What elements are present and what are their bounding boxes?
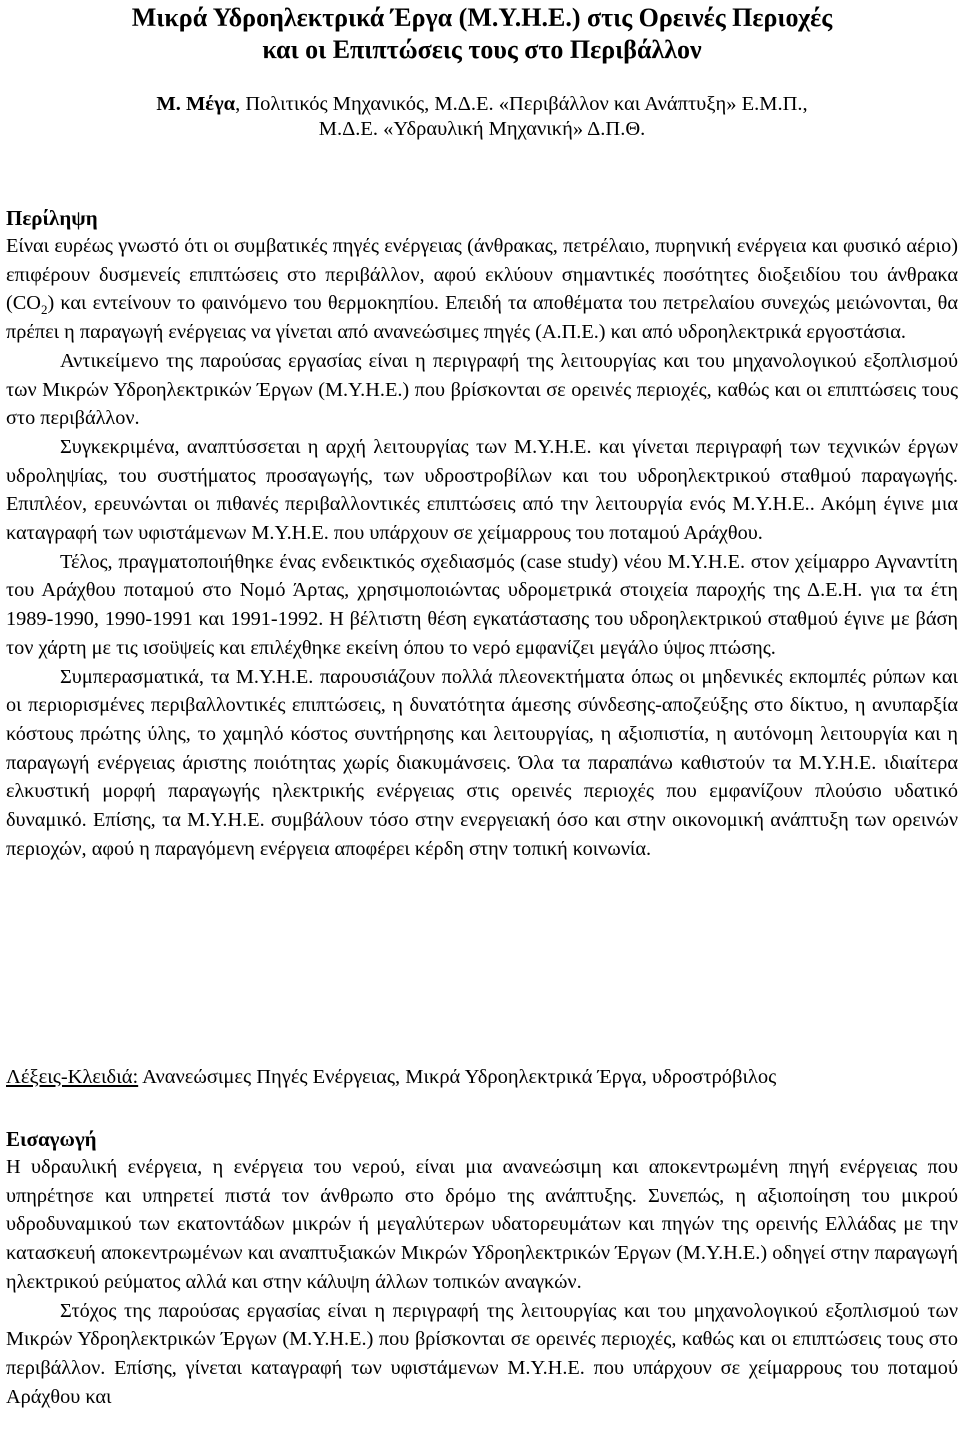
co2-subscript: 2 (40, 302, 48, 318)
title-line-1: Μικρά Υδροηλεκτρικά Έργα (Μ.Υ.Η.Ε.) στις Ορεινές Περιοχές (131, 3, 833, 32)
abstract-paragraph-2: Αντικείμενο της παρούσας εργασίας είναι η περιγραφή της λειτουργίας και του μηχανολογικού εξοπλισμού των Μικρών Υδροηλεκτρικών Έργων (Μ.Υ.Η.Ε.) που βρίσκονται σε ορεινές περιοχές, καθώς και οι επιπτώσεις τους στο περιβάλλον. (6, 349, 958, 430)
author-affiliation-2: Μ.Δ.Ε. «Υδραυλική Μηχανική» Δ.Π.Θ. (318, 118, 646, 140)
author-name: Μ. Μέγα (156, 93, 236, 115)
title-line-2: και οι Επιπτώσεις τους στο Περιβάλλον (262, 35, 702, 64)
abstract-p1-text-cont: ) και εντείνουν το φαινόμενο του θερμοκηπίου. Επειδή τα αποθέματα του πετρελαίου συνεχώς μειώνονται, θα πρέπει η παραγωγή ενέργειας να γίνεται από ανανεώσιμες πηγές (Α.Π.Ε.) και από υδροηλεκτρικά εργοστάσια. (6, 292, 958, 344)
abstract-body (6, 232, 958, 863)
introduction-heading: Εισαγωγή (6, 1127, 97, 1151)
keywords-label: Λέξεις-Κλειδιά: (6, 1066, 139, 1088)
intro-paragraph-2: Στόχος της παρούσας εργασίας είναι η περιγραφή της λειτουργίας και του μηχανολογικού εξοπλισμού των Μικρών Υδροηλεκτρικών Έργων (Μ.Υ.Η.Ε.) που βρίσκονται σε ορεινές περιοχές, καθώς και οι επιπτώσεις τους στο περιβάλλον. Επίσης, γίνεται καταγραφή των υφιστάμενων Μ.Υ.Η.Ε. που υπάρχουν σε χείμαρρους του ποταμού Αράχθου και (6, 1299, 958, 1408)
abstract-paragraph-3: Συγκεκριμένα, αναπτύσσεται η αρχή λειτουργίας των Μ.Υ.Η.Ε. και γίνεται περιγραφή των τεχνικών έργων υδροληψίας, του συστήματος προσαγωγής, των υδροστροβίλων και του υδροηλεκτρικού σταθμού παραγωγής. Επιπλέον, ερευνώνται οι πιθανές περιβαλλοντικές επιπτώσεις από την λειτουργία ενός Μ.Υ.Η.Ε.. Ακόμη έγινε μια καταγραφή των υφιστάμενων Μ.Υ.Η.Ε. που υπάρχουν σε χείμαρρους του ποταμού Αράχθου. (6, 435, 958, 545)
abstract-paragraph-5: Συμπερασματικά, τα Μ.Υ.Η.Ε. παρουσιάζουν πολλά πλεονεκτήματα όπως οι μηδενικές εκπομπές ρύπων και οι περιορισμένες περιβαλλοντικές επιπτώσεις, η δυνατότητα άμεσης σύνδεσης-αποζεύξης στο δίκτυο, η ανυπαρξία κόστους πρώτης ύλης, το χαμηλό κόστος συντήρησης και λειτουργίας, η αξιοπιστία, η αυτόνομη λειτουργία και η παραγωγή ενέργειας άριστης ποιότητας χωρίς διακυμάνσεις. Όλα τα παραπάνω καθιστούν τα Μ.Υ.Η.Ε. ιδιαίτερα ελκυστική μορφή παραγωγής ηλεκτρικής ενέργειας στις ορεινές περιοχές που εμφανίζουν πλούσιο υδατικό δυναμικό. Επίσης, τα Μ.Υ.Η.Ε. συμβάλουν τόσο στην ενεργειακή όσο και στην οικονομική ανάπτυξη των ορεινών περιοχών, αφού η παραγόμενη ενέργεια αποφέρει κέρδη στην τοπική κοινωνία. (6, 665, 958, 860)
abstract-paragraph-1 (6, 232, 958, 347)
introduction-body (6, 1153, 958, 1411)
keywords-line (6, 1064, 958, 1090)
abstract-p1-text: Είναι ευρέως γνωστό ότι οι συμβατικές πηγές ενέργειας (άνθρακας, πετρέλαιο, πυρηνική ενέργεια και φυσικό αέριο) επιφέρουν δυσμενείς επιπτώσεις στο περιβάλλον, αφού εκλύουν σημαντικές ποσότητες διοξειδίου του άνθρακα (CO (6, 235, 958, 315)
author-affiliation-1: , Πολιτικός Μηχανικός, Μ.Δ.Ε. «Περιβάλλον και Ανάπτυξη» Ε.Μ.Π., (235, 93, 808, 115)
keywords-text: Ανανεώσιμες Πηγές Ενέργειας, Μικρά Υδροηλεκτρικά Έργα, υδροστρόβιλος (138, 1066, 777, 1088)
abstract-heading: Περίληψη (6, 206, 98, 230)
author-block (6, 92, 958, 142)
intro-paragraph-1: Η υδραυλική ενέργεια, η ενέργεια του νερού, είναι μια ανανεώσιμη και αποκεντρωμένη πηγή ενέργειας που υπηρέτησε και υπηρετεί πιστά τον άνθρωπο στο δρόμο της ανάπτυξης. Συνεπώς, η αξιοποίηση του μικρού υδροδυναμικού των εκατοντάδων μικρών ή μεγαλύτερων υδατορευμάτων και πηγών της ορεινής Ελλάδας με την κατασκευή αποκεντρωμένων και αναπτυξιακών Μικρών Υδροηλεκτρικών Έργων (Μ.Υ.Η.Ε.) οδηγεί στην παραγωγή ηλεκτρικού ρεύματος αλλά και στην κάλυψη άλλων τοπικών αναγκών. (6, 1156, 958, 1293)
paper-title (6, 2, 958, 66)
abstract-paragraph-4: Τέλος, πραγματοποιήθηκε ένας ενδεικτικός σχεδιασμός (case study) νέου Μ.Υ.Η.Ε. στον χείμαρρο Αγναντίτη του Αράχθου ποταμού στο Νομό Άρτας, χρησιμοποιώντας υδρομετρικά στοιχεία παροχής της Δ.Ε.Η. για τα έτη 1989-1990, 1990-1991 και 1991-1992. Η βέλτιστη θέση εγκατάστασης του υδροηλεκτρικού σταθμού έγινε με βάση τον χάρτη με τις ισοϋψείς και επιλέχθηκε εκείνη όπου το νερό εμφανίζει μεγάλο ύψος πτώσης. (6, 550, 958, 659)
